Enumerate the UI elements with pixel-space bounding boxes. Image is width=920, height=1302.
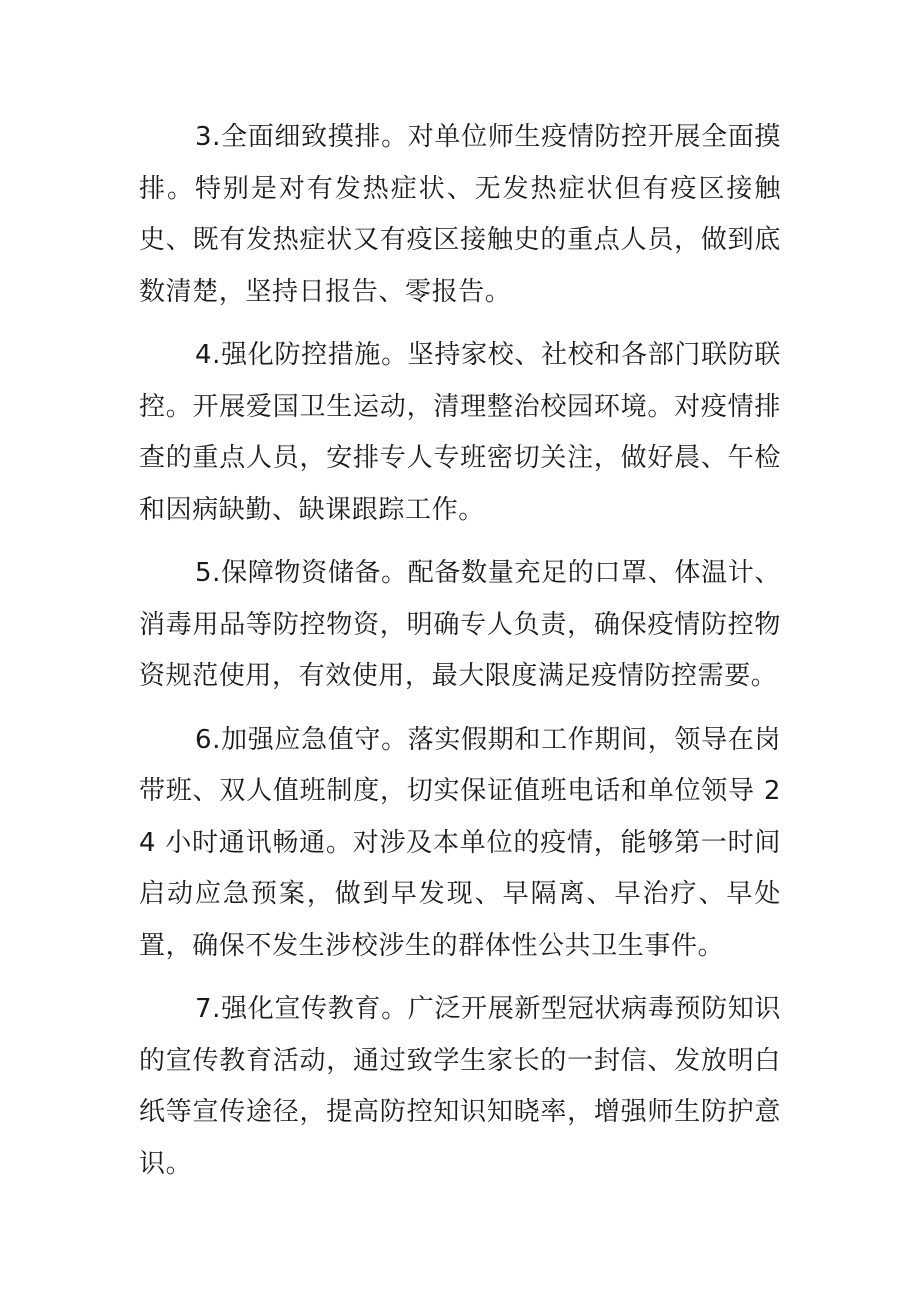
paragraph-item-5: 5.保障物资储备。配备数量充足的口罩、体温计、消毒用品等防控物资，明确专人负责，确保疫情防控物资规范使用，有效使用，最大限度满足疫情防控需要。 [139,558,781,691]
document-body [139,112,781,1202]
paragraph-item-3: 3.全面细致摸排。对单位师生疫情防控开展全面摸排。特别是对有发热症状、无发热症状但有疫区接触史、既有发热症状又有疫区接触史的重点人员，做到底数清楚，坚持日报告、零报告。 [139,122,781,307]
paragraph-item-4: 4.强化防控措施。坚持家校、社校和各部门联防联控。开展爱国卫生运动，清理整治校园环境。对疫情排查的重点人员，安排专人专班密切关注，做好晨、午检和因病缺勤、缺课跟踪工作。 [139,340,781,525]
paragraph-item-7: 7.强化宣传教育。广泛开展新型冠状病毒预防知识的宣传教育活动，通过致学生家长的一封信、发放明白纸等宣传途径，提高防控知识知晓率，增强师生防护意识。 [139,994,781,1179]
paragraph-item-6: 6.加强应急值守。落实假期和工作期间，领导在岗带班、双人值班制度，切实保证值班电话和单位领导 24 小时通讯畅通。对涉及本单位的疫情，能够第一时间启动应急预案，做到早发现、早隔离、早治疗、早处置，确保不发生涉校涉生的群体性公共卫生事件。 [139,724,781,961]
